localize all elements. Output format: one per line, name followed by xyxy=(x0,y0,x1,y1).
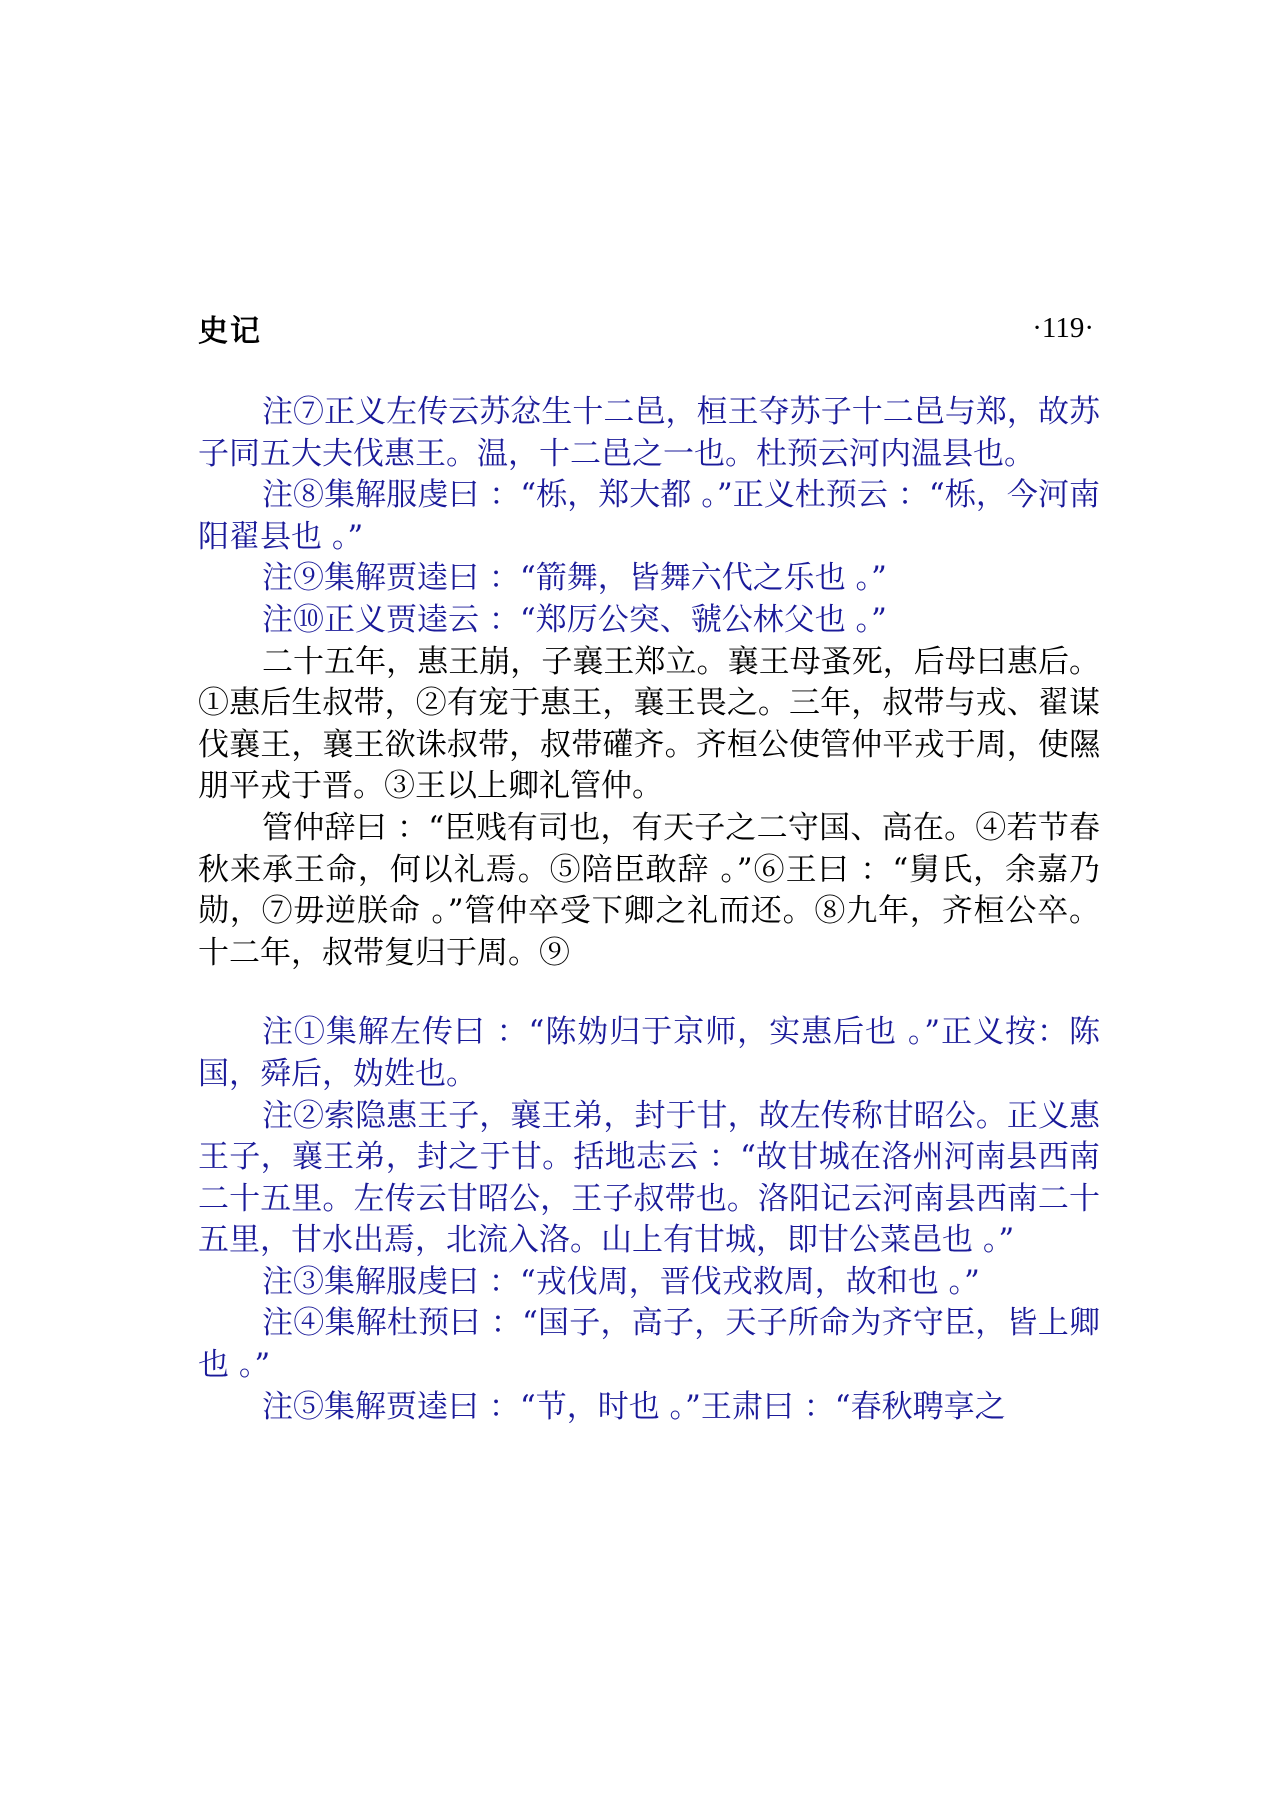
running-header xyxy=(198,300,1094,356)
note-paragraph: 注⑧集解服虔曰 ：“栎，郑大都 。”正义杜预云 ：“栎，今河南阳翟县也 。” xyxy=(198,477,1100,555)
note-paragraph: 注①集解左传曰 ：“陈妫归于京师，实惠后也 。”正义按：陈国，舜后，妫姓也。 xyxy=(198,1014,1100,1092)
note-paragraph: 注⑦正义左传云苏忿生十二邑，桓王夺苏子十二邑与郑，故苏子同五大夫伐惠王。温，十二邑之一也。杜预云河内温县也。 xyxy=(198,394,1100,472)
note-paragraph: 注⑨集解贾逵曰 ：“箭舞，皆舞六代之乐也 。” xyxy=(262,560,887,597)
main-paragraph: 管仲辞曰 ：“臣贱有司也，有天子之二守国、高在。④若节春秋来承王命，何以礼焉。⑤陪臣敢辞 。”⑥王曰 ：“舅氏，余嘉乃勋，⑦毋逆朕命 。”管仲卒受下卿之礼而还。⑧九年，齐桓公卒。十二年，叔带复归于周。⑨ xyxy=(198,809,1100,971)
page-number: ·119· xyxy=(1032,311,1094,344)
section-gap xyxy=(198,974,1100,1012)
main-paragraph: 二十五年，惠王崩，子襄王郑立。襄王母蚤死，后母曰惠后。①惠后生叔带，②有宠于惠王，襄王畏之。三年，叔带与戎、翟谋伐襄王，襄王欲诛叔带，叔带礶齐。齐桓公使管仲平戎于周，使隰朋平戎于晋。③王以上卿礼管仲。 xyxy=(198,643,1100,805)
note-paragraph: 注⑩正义贾逵云 ：“郑厉公突、虢公林父也 。” xyxy=(262,601,887,638)
note-paragraph: 注④集解杜预曰 ：“国子，高子，天子所命为齐守臣，皆上卿也 。” xyxy=(198,1305,1100,1384)
book-title: 史记 xyxy=(198,314,262,349)
page-body xyxy=(198,392,1100,1428)
note-paragraph: 注②索隐惠王子，襄王弟，封于甘，故左传称甘昭公。正义惠王子，襄王弟，封之于甘。括地志云 ：“故甘城在洛州河南县西南二十五里。左传云甘昭公，王子叔带也。洛阳记云河南县西南二十五里，甘水出焉，北流入洛。山上有甘城，即甘公菜邑也 。” xyxy=(198,1097,1100,1259)
note-paragraph: 注⑤集解贾逵曰 ：“节，时也 。”王肃曰 ：“春秋聘享之 xyxy=(262,1388,1006,1425)
note-paragraph: 注③集解服虔曰 ：“戎伐周，晋伐戎救周，故和也 。” xyxy=(262,1263,980,1300)
